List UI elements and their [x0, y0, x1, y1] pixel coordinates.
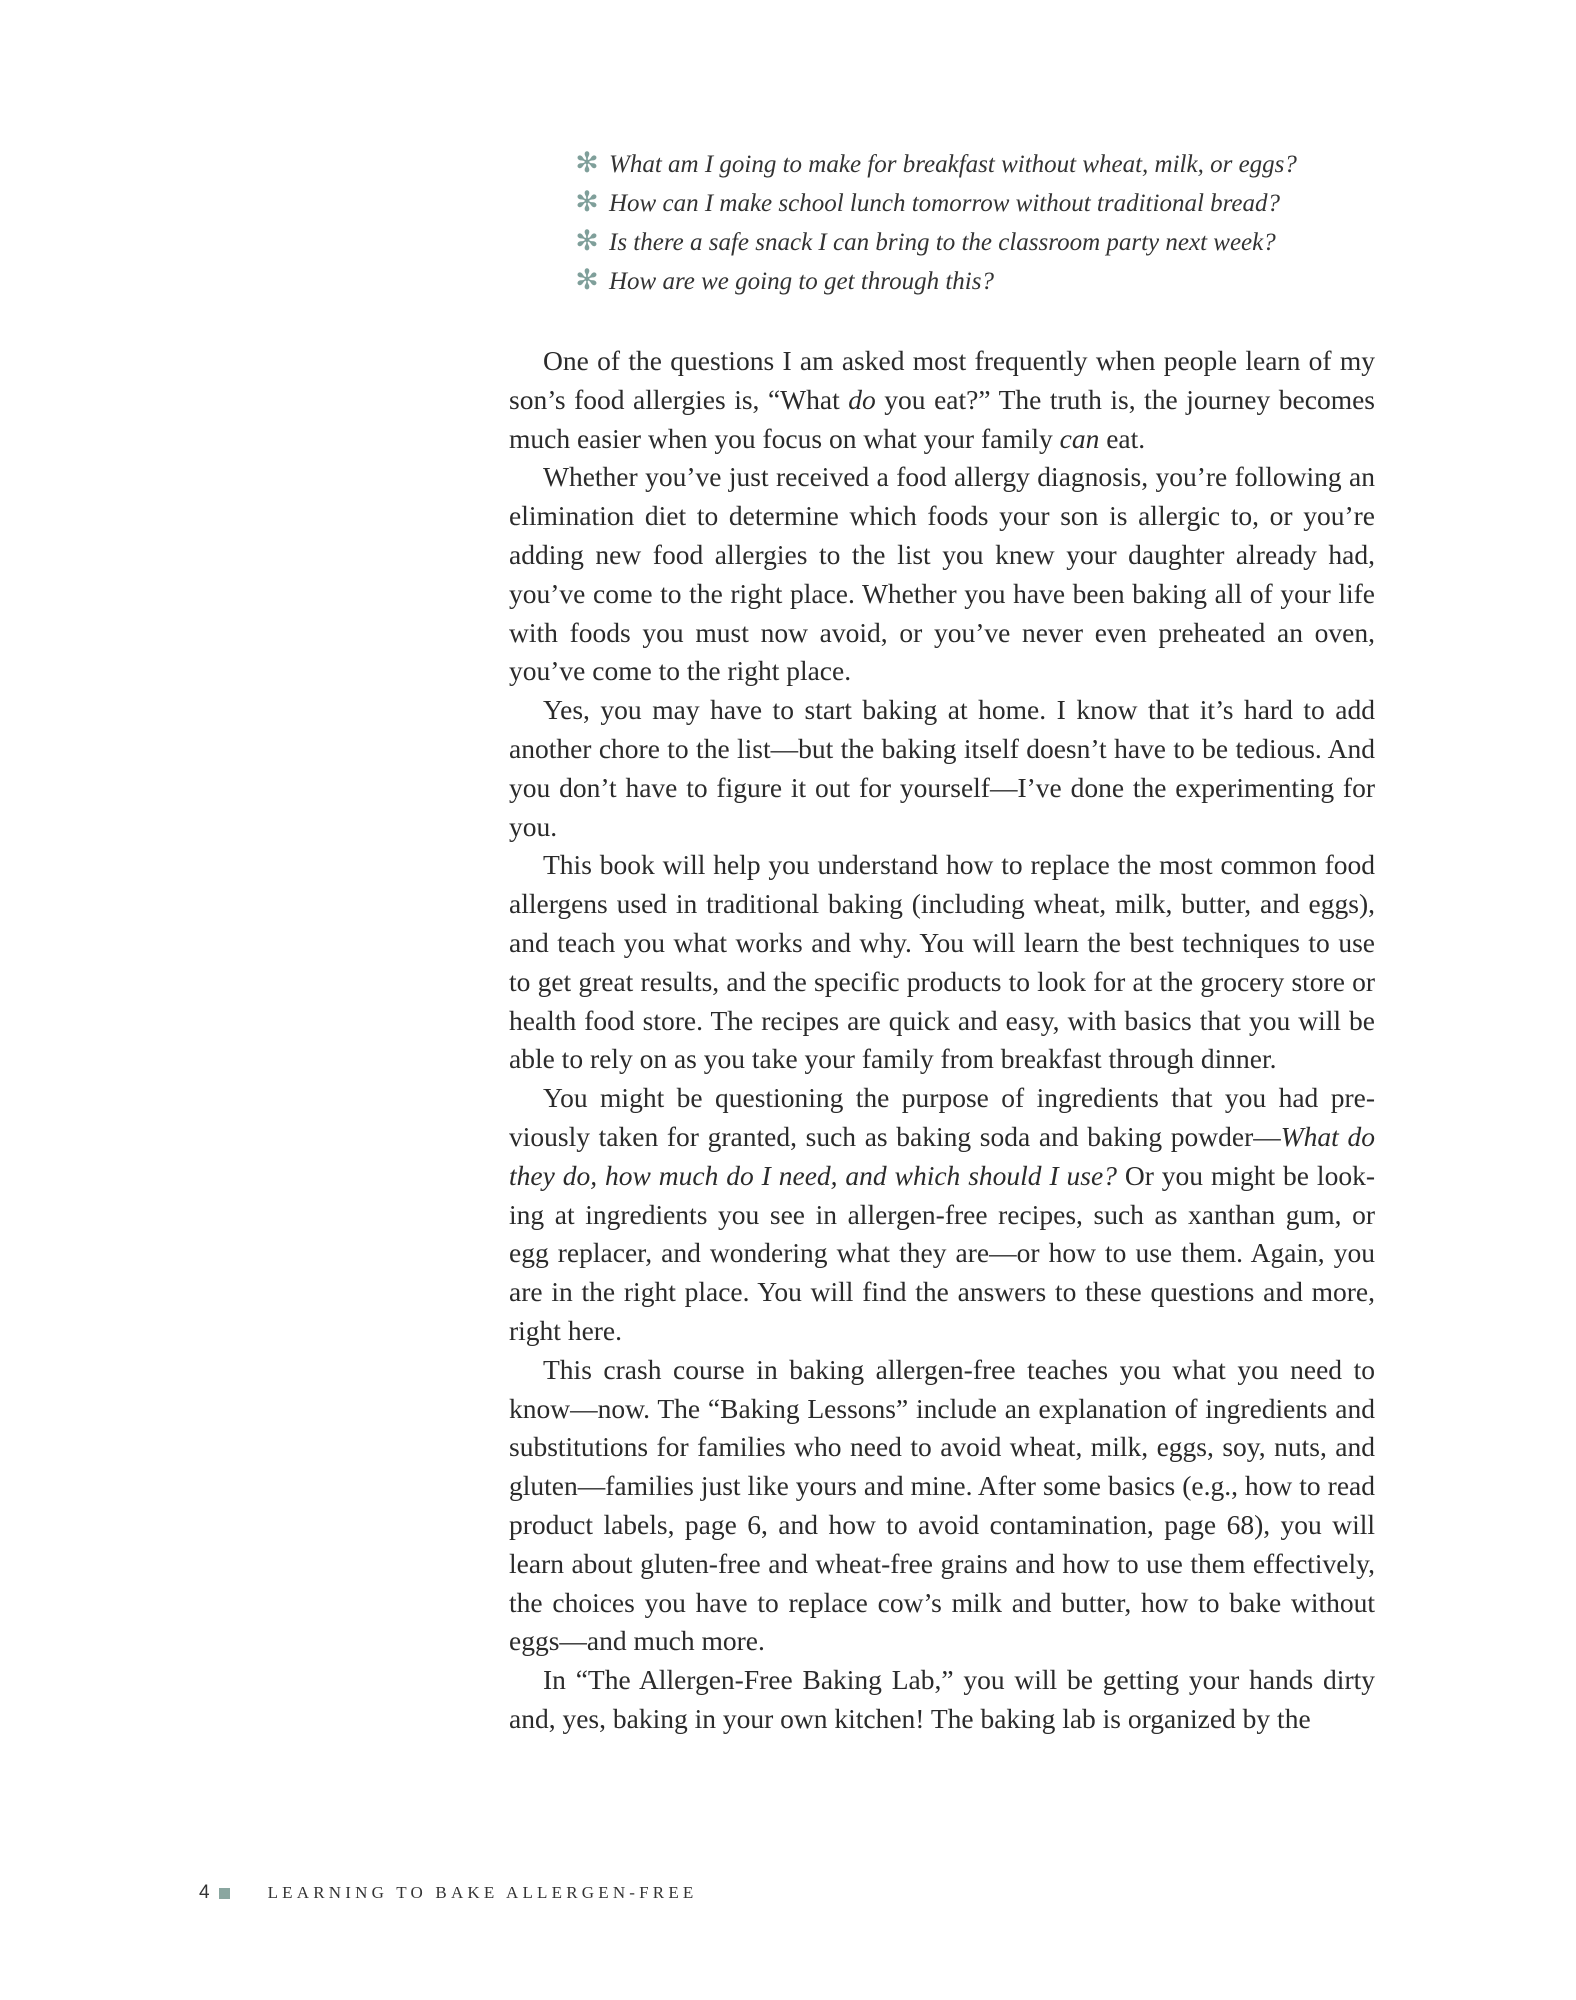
text-segment: you eat?” The truth is, the journey becomes much easier when you focus on what your family: [509, 383, 1375, 454]
paragraph-5: [509, 1079, 1375, 1351]
italic-segment: do: [848, 383, 876, 415]
text-segment: You might be questioning the purpose of ingredients that you had previously taken for granted, such as baking soda and baking powder—: [509, 1082, 1375, 1152]
text-segment: This crash course in baking allergen-free teaches you what you need to know—now. The “Baking Lessons” include an explanation of ingredients and substitutions for families who need to avoid wheat, milk, eggs, soy, nuts, and gluten—families just like yours and mine. After some basics (e.g., how to read product labels, page 6, and how to avoid contamination, page 68), you will learn about gluten-free and wheat-free grains and how to use them effectively, the choices you have to replace cow’s milk and butter, how to bake without eggs—and much more.: [509, 1353, 1375, 1657]
italic-segment: can: [1059, 422, 1100, 454]
text-segment: eat.: [1099, 422, 1146, 454]
page-number: 4: [199, 1882, 210, 1903]
text-segment: This book will help you understand how to replace the most common food allergens used in traditional baking (including wheat, milk, butter, and eggs), and teach you what works and why. You will learn the best techniques to use to get great results, and the specific products to look for at the grocery store or health food store. The recipes are quick and easy, with basics that you will be able to rely on as you take your family from breakfast through dinner.: [509, 849, 1375, 1075]
asterisk-flower-icon: ✻: [575, 265, 599, 296]
bullet-item: [573, 263, 1433, 302]
text-segment: One of the questions I am asked most frequently when people learn of my son’s food allergies is, “What: [509, 345, 1375, 415]
text-segment: Or you might be looking at ingredients you see in allergen-free recipes, such as xanthan gum, or egg replacer, and wondering what they are—or how to use them. Again, you are in the right place. You will find the answers to these questions and more, right here.: [509, 1159, 1375, 1346]
paragraph-4: [509, 846, 1375, 1079]
text-segment: In “The Allergen-Free Baking Lab,” you will be getting your hands dirty and, yes, baking in your own kitchen! The baking lab is organized by the: [509, 1664, 1375, 1734]
asterisk-flower-icon: ✻: [575, 226, 599, 257]
paragraph-6: [509, 1351, 1375, 1661]
paragraph-3: [509, 691, 1375, 846]
bullet-item: [573, 224, 1433, 263]
bullet-text: How can I make school lunch tomorrow without traditional bread?: [609, 190, 1281, 217]
body-text: [509, 342, 1375, 1739]
asterisk-flower-icon: ✻: [575, 148, 599, 179]
text-segment: Yes, you may have to start baking at home. I know that it’s hard to add another chore to the list—but the baking itself doesn’t have to be tedious. And you don’t have to figure it out for yourself—I’ve done the experimenting for you.: [509, 694, 1375, 842]
bullet-text: What am I going to make for breakfast without wheat, milk, or eggs?: [609, 151, 1297, 178]
bullet-text: Is there a safe snack I can bring to the classroom party next week?: [609, 229, 1276, 256]
bullet-item: [573, 185, 1433, 224]
page-footer: [199, 1882, 698, 1904]
paragraph-1: [509, 342, 1375, 458]
paragraph-7: [509, 1661, 1375, 1739]
bullet-text: How are we going to get through this?: [609, 268, 994, 295]
running-head: LEARNING TO BAKE ALLERGEN-FREE: [267, 1883, 698, 1902]
italic-segment: What do they do, how much do I need, and which should I use?: [509, 1120, 1375, 1191]
text-segment: Whether you’ve just received a food allergy diagnosis, you’re following an elimination diet to determine which foods your son is allergic to, or you’re adding new food allergies to the list you knew your daughter already had, you’ve come to the right place. Whether you have been baking all of your life with foods you must now avoid, or you’ve never even preheated an oven, you’ve come to the right place.: [509, 461, 1375, 687]
asterisk-flower-icon: ✻: [575, 187, 599, 218]
square-bullet-icon: [219, 1888, 230, 1899]
bullet-item: [573, 146, 1433, 185]
question-bullet-list: [573, 146, 1433, 302]
paragraph-2: [509, 458, 1375, 691]
